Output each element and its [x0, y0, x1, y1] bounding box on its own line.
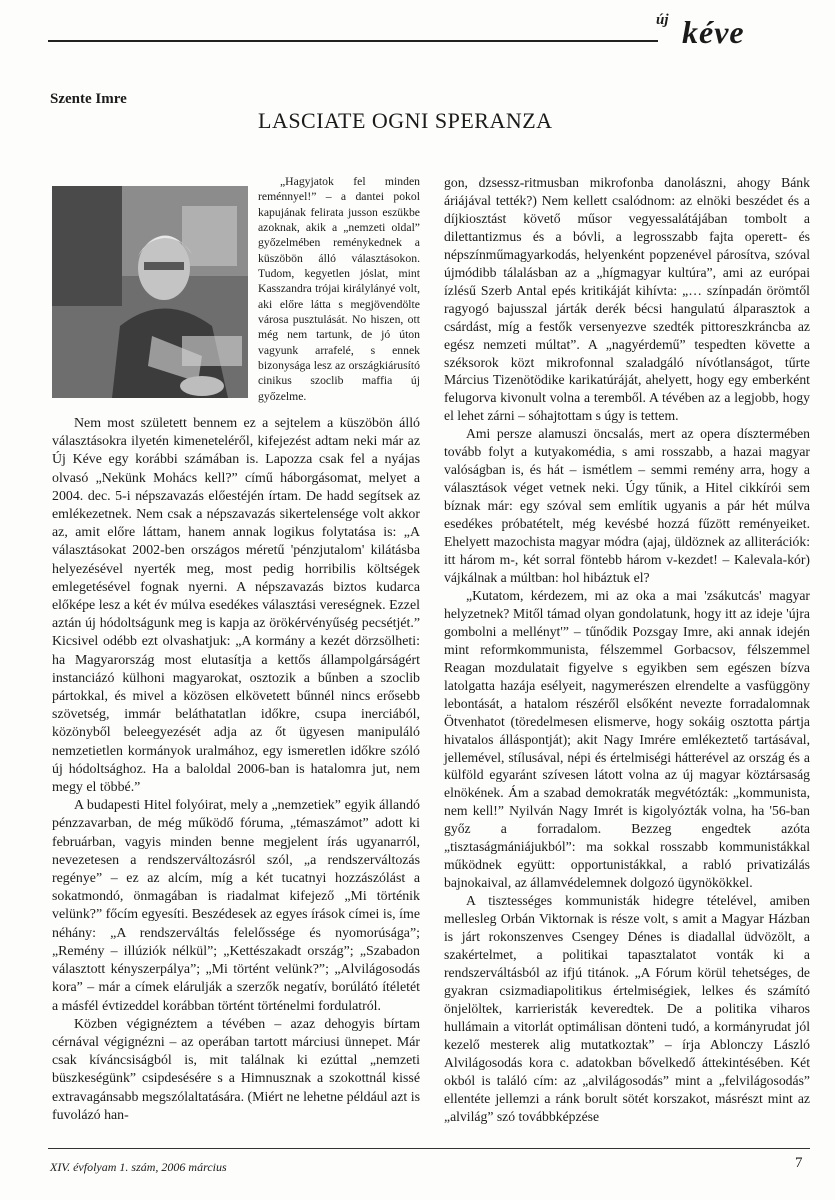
issue-info: XIV. évfolyam 1. szám, 2006 március: [50, 1160, 227, 1174]
left-paragraph-1: Nem most született bennem ez a sejtelem a küszöbön álló választásokra ilyetén kimeneteléről, kifejezést adtam neki már az Új Kéve egy korábbi számában is. Lapozza csak fel a nyájas olvasó „Nekünk Mohács kell?” című háborgásomat, melyet a 2004. dec. 5-i népszavazás előestéjén írtam. De hadd segítsek az emlékezetnek. Nem csak a népszavazás sikertelensége volt akkor az, amit előre láttam, hanem annak logikus folytatása is: „A választásokat 2002-ben országos méretű 'pénzjutalom' kilátásba helyezésével nyerték meg, most pedig horribilis költségek emlegetésével fognak nyerni. A népszavazás biztos kudarca előképe lesz a két év múlva esedékes választási vereségnek. Ezzel aztán új hódoltságunk meg is kapja az örökérvényűség pecsétjét.” Kicsivel odébb ezt olvashatjuk: „A kormány a kezét dörzsölheti: ha Magyarország most elutasítja a kettős állampolgárságért instanciázó külhoni magyarokat, osztozik a bűnben a szoclib pártokkal, és mivel a közösen elkövetett bűnnél nincs erősebb szövetség, immár beláthatatlan időkre, csupa inerciából, közönyből beleegyezését adja az őt ügyesen manipuláló nemzetietlen kormányok uralmához, egy ismeretlen időkre szóló új hódoltsághoz. Ha a baloldal 2006-ban is hatalomra jut, nem megy el többé.”: [52, 416, 420, 796]
article-title: LASCIATE OGNI SPERANZA: [258, 108, 553, 133]
intro-column: [258, 174, 420, 404]
masthead-small: új: [656, 12, 669, 28]
masthead-logo: [650, 6, 810, 50]
right-paragraph-2: Ami persze alamuszi öncsalás, mert az opera dísztermében tovább folyt a kutyakomédia, s ami rosszabb, a hazai magyar valóságban is, és hát – ismétlem – semmi remény arra, hogy a választások véget vetnek neki. Úgy tűnik, a Hitel cikkírói sem bíznak már: egy szóval sem említik ugyanis a pár hét múlva esedékes próbatételt, még kevésbé hozzá fűzött reményeiket. Ehelyett mazochista magyar módra (ajaj, üldöznek az alliterációk: itt három m-, két sorral föntebb három v-kezdet! – Kalevala-kór) vájkálnak a múltban: hol hibáztuk el?: [444, 426, 810, 585]
right-paragraph-1: gon, dzsessz-ritmusban mikrofonba danolászni, ahogy Bánk áriájával tették?) Nem kellett csalódnom: az elnöki beszédet és a díjkiosztást követő műsor vegyessalátájában tombolt a dilettantizmus és a bóvli, a legrosszabb fajta operett- és népszínműmagyarkodás, helyenként popzenével párosítva, szóval újmódibb tálalásban az a „hígmagyar kultúra”, ami az európai ízlésű Szerb Antal epés kritikáját kihívta: „… színpadán örömtől ragyogó bajusszal járták derék bécsi hangulatú álparasztok a csárdást, míg a festők versenyezve szedték pittoreszkráncba az egész nemzeti múltat”. A „nagyérdemű” tespedten követte a széksorok közt mikrofonnal szaladgáló nívótlanságot, tűrte Március Tizenötödike karikatúráját, ahelyett, hogy egy emberként felugorva kivonult volna a teremből. A tévében az a legjobb, hogy el lehet zárni – sóhajtottam s úgy is tettem.: [444, 175, 810, 424]
left-column: [52, 415, 420, 1125]
author-photo-image: [52, 186, 248, 398]
article-author: Szente Imre: [50, 91, 127, 107]
right-column: [444, 174, 810, 1126]
author-photo: [52, 186, 248, 398]
header-rule: [48, 40, 658, 42]
right-paragraph-4: A tisztességes kommunisták hidegre tételével, amiben mellesleg Orbán Viktornak is része volt, s amit a Magyar Házban is járt rokonszenves Csengey Dénes is diadallal üdvözölt, a szakértelmet, a politikai tapasztalatot vonták ki a rendszerváltásból az ifjú titánok. „A Fórum körül tehetséges, de gyakran csizmadiapolitikus értelmiségiek, lelkes és számító önjelöltek, karrieristák keveredtek. De a politika viharos hullámain a vitorlát optimálisan dönteni tudó, a kormányrudat jól kezelő mesterek alig mutatkoztak” – írja Ablonczy László Alvilágosodás kora c. adatokban bővelkedő áttekintésében. Két okból is találó cím: az „alvilágosodás” mint a „felvilágosodás” ellentéte jellemzi a ránk borult sötét korszakot, másrészt mint az „alvilág” szó továbbképzése: [444, 893, 810, 1124]
right-paragraph-3: „Kutatom, kérdezem, mi az oka a mai 'zsákutcás' magyar helyzetnek? Mitől támad olyan gondolatunk, hogy itt az ideje 'újra gombolni a mellényt'” – tűnődik Pozsgay Imre, aki annak idején mint reformkommunista, félszemmel Gorbacsov, félszemmel Reagan mozdulatait figyelve s egyikben sem egészen bízva latolgatta hazája esélyeit, nagymerészen elrendelte a vasfüggöny lebontását, a hatalom részéről elsőként nevezte forradalomnak Ötvenhatot (töredelmesen elismerve, hogy sokáig osztotta pártja hivatalos álláspontját); akit Nagy Imrére emlékeztető tartásával, jellemével, stílusával, népi és értelmiségi hátterével az ország és a külföld egyaránt szívesen látott volna az új magyar köztársaság elnökének. Ám a szabad demokraták megvétózták: „kommunista, nem kell!” Nyilván Nagy Imrét is kigolyózták volna, ha '56-ban győz a forradalom. Bezzeg engedtek azóta „tisztaságmániájukból”: ma sokkal rosszabb kommunistákkal működnek együtt: opportunistákkal, a rabló privatizálás bajnokaival, az államvédelemnek dolgozó ügynökökkel.: [444, 587, 810, 891]
footer-rule: [48, 1148, 810, 1149]
page-number: 7: [795, 1155, 803, 1171]
masthead-main: kéve: [682, 14, 745, 50]
left-paragraph-2: A budapesti Hitel folyóirat, mely a „nemzetiek” egyik állandó pénzzavarban, de még működő fóruma, „témaszámot” adott ki februárban, vagyis minden benne megjelent írás ugyanarról, nevezetesen a rendszerváltozásról szól, „a rendszerváltozás regénye” – ez az alcím, míg a két tucatnyi hozzászólást a sokatmondó, önmagában is riadalmat kifejező „Mi történik velünk?” főcím egyesíti. Beszédesek az egyes írások címei is, íme néhány: „A rendszerváltás felelőssége és nyomorúsága”; „Remény – illúziók nélkül”; „Kettészakadt ország”; „Szabadon választott kényszerpálya”; „Mi történt velünk?”; „Alvilágosodás kora” – már a címek elárulják a szerzők negatív, borúlátó ítéletét a másfél évtizeddel korábban történt történelmi fordulatról.: [52, 798, 420, 1014]
left-paragraph-3: Közben végignéztem a tévében – azaz dehogyis bírtam cérnával végignézni – az operában tartott márciusi ünnepet. Már csak kíváncsiságból is, mit találnak ki ezúttal „nemzeti büszkeségünk” csipdesésére s a Himnusznak a szokottnál kissé extravagánsabb megszólaltatására. (Miért ne lehetne például azt is fuvolázó han-: [52, 1016, 420, 1123]
intro-paragraph: „Hagyjatok fel minden reménnyel!” – a dantei pokol kapujának felirata jusson eszükbe azoknak, akik a „nemzeti oldal” győzelmében reménykednek a küszöbön álló választásokon. Tudom, kegyetlen jóslat, mint Kasszandra trójai királylányé volt, aki előre látta s megjövendölte városa pusztulását. No hiszen, ott még nem tartunk, de jó úton vagyunk arrafelé, s ennek bizonysága lesz az országkiárusító cinikus szoclib maffia új győzelme.: [258, 175, 420, 403]
